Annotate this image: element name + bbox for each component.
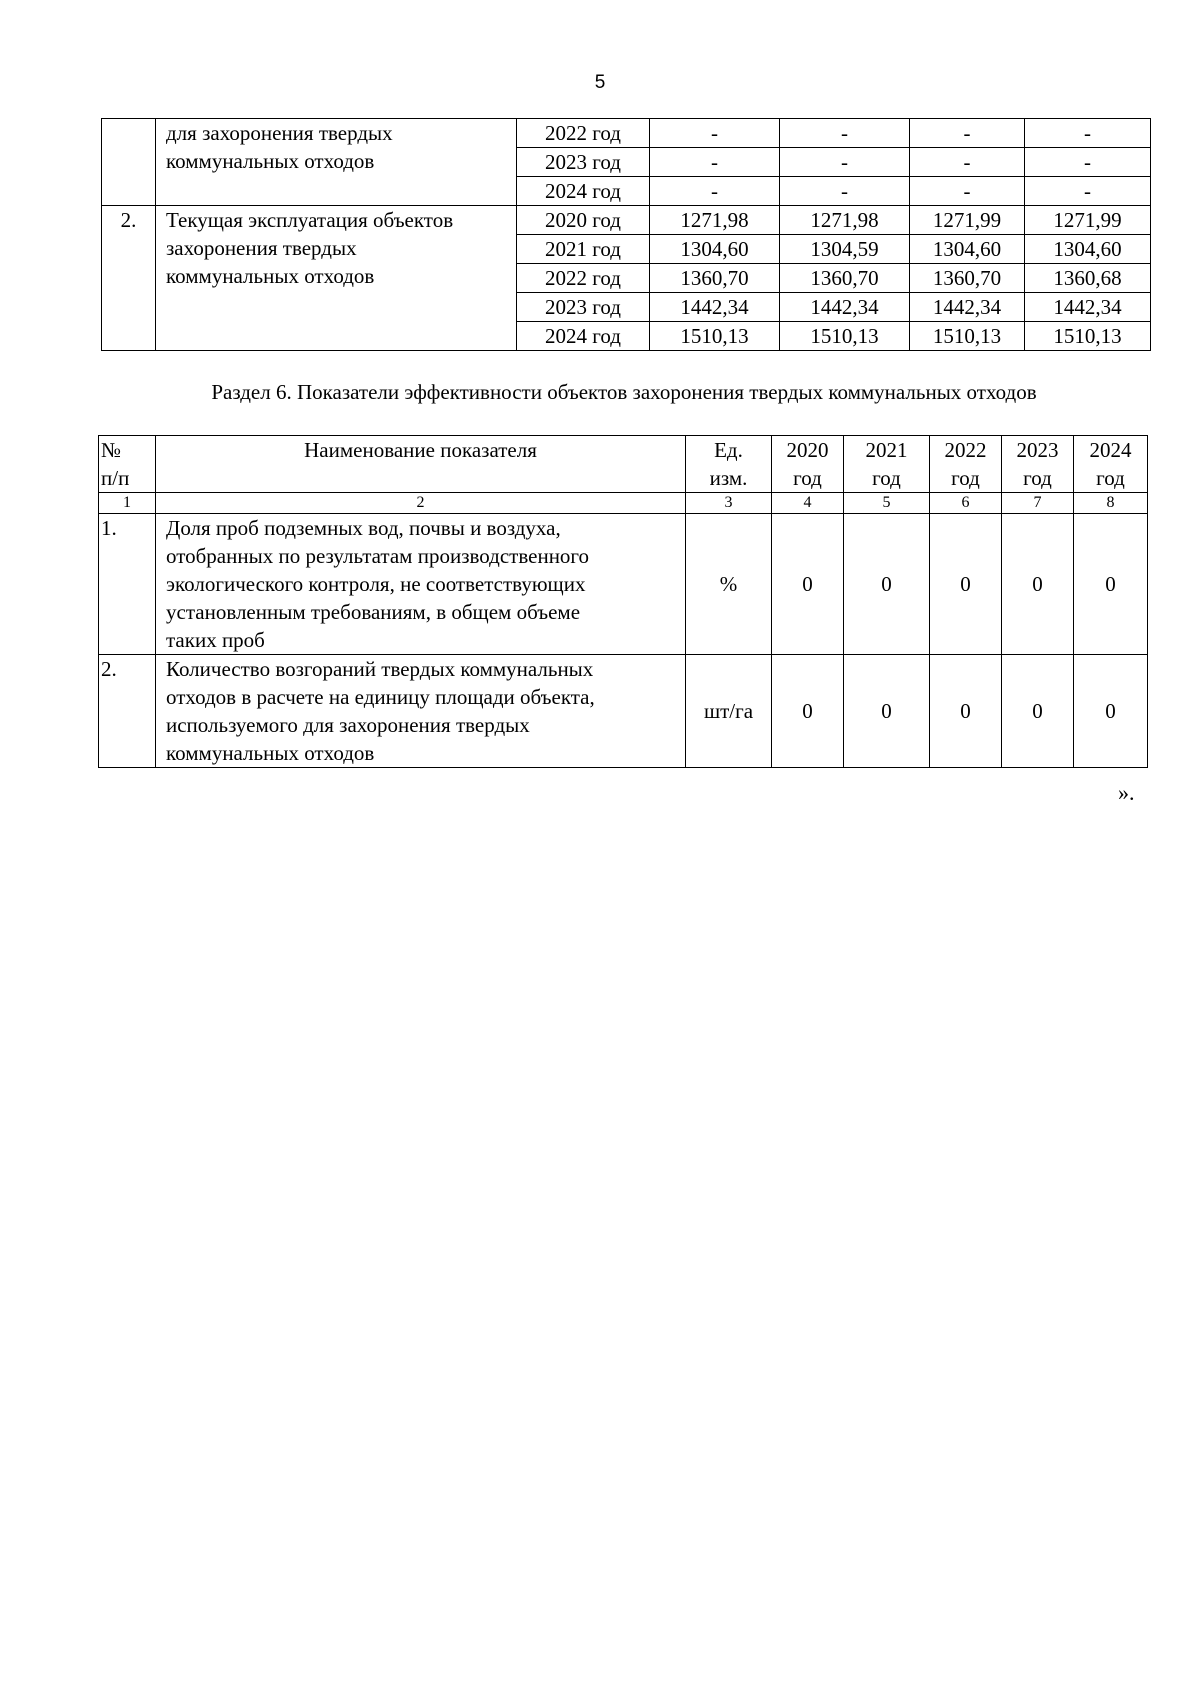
- table-row: [99, 655, 1148, 768]
- value-cell: 1442,34: [650, 293, 780, 322]
- column-number: 1: [99, 493, 156, 514]
- indicators-table: [98, 435, 1148, 768]
- value-cell: 0: [844, 514, 930, 655]
- value-cell: 1360,68: [1025, 264, 1151, 293]
- row-number: 2.: [99, 655, 156, 768]
- value-cell: 1360,70: [780, 264, 910, 293]
- year-cell: 2021 год: [517, 235, 650, 264]
- value-cell: 1271,99: [1025, 206, 1151, 235]
- closing-quote: ».: [1118, 780, 1135, 805]
- value-cell: 0: [844, 655, 930, 768]
- value-cell: 1510,13: [650, 322, 780, 351]
- header-unit: Ед. изм.: [686, 436, 772, 493]
- row-number: 2.: [102, 206, 156, 351]
- column-number: 6: [930, 493, 1002, 514]
- row-name: Текущая эксплуатация объектов захоронения твердых коммунальных отходов: [156, 206, 517, 351]
- value-cell: 1510,13: [1025, 322, 1151, 351]
- costs-table: [101, 118, 1151, 351]
- table-row: [102, 206, 1151, 235]
- section-title: Раздел 6. Показатели эффективности объектов захоронения твердых коммунальных отходов: [211, 380, 1037, 404]
- header-year: 2020 год: [772, 436, 844, 493]
- year-cell: 2024 год: [517, 177, 650, 206]
- row-name: Количество возгораний твердых коммунальных отходов в расчете на единицу площади объекта, используемого для захоронения твердых коммунальных отходов: [156, 655, 686, 768]
- value-cell: 0: [930, 655, 1002, 768]
- column-number: 4: [772, 493, 844, 514]
- value-cell: -: [780, 148, 910, 177]
- value-cell: -: [1025, 119, 1151, 148]
- unit-cell: %: [686, 514, 772, 655]
- column-number-row: [99, 493, 1148, 514]
- value-cell: 0: [930, 514, 1002, 655]
- value-cell: 1442,34: [780, 293, 910, 322]
- value-cell: 1360,70: [910, 264, 1025, 293]
- value-cell: -: [1025, 177, 1151, 206]
- header-year: 2024 год: [1074, 436, 1148, 493]
- value-cell: 1304,60: [650, 235, 780, 264]
- unit-cell: шт/га: [686, 655, 772, 768]
- value-cell: 1510,13: [780, 322, 910, 351]
- column-number: 7: [1002, 493, 1074, 514]
- value-cell: 0: [772, 514, 844, 655]
- value-cell: 1442,34: [1025, 293, 1151, 322]
- value-cell: -: [1025, 148, 1151, 177]
- value-cell: -: [650, 148, 780, 177]
- year-cell: 2023 год: [517, 293, 650, 322]
- value-cell: 1271,98: [780, 206, 910, 235]
- value-cell: 1271,99: [910, 206, 1025, 235]
- value-cell: -: [910, 148, 1025, 177]
- value-cell: -: [780, 119, 910, 148]
- column-number: 3: [686, 493, 772, 514]
- year-cell: 2024 год: [517, 322, 650, 351]
- value-cell: 0: [1074, 514, 1148, 655]
- table-row: [102, 119, 1151, 148]
- table-row: [99, 514, 1148, 655]
- value-cell: -: [910, 119, 1025, 148]
- year-cell: 2022 год: [517, 119, 650, 148]
- row-number: [102, 119, 156, 206]
- row-number: 1.: [99, 514, 156, 655]
- year-cell: 2020 год: [517, 206, 650, 235]
- value-cell: 1304,60: [1025, 235, 1151, 264]
- value-cell: 1271,98: [650, 206, 780, 235]
- header-year: 2023 год: [1002, 436, 1074, 493]
- value-cell: 1442,34: [910, 293, 1025, 322]
- value-cell: 0: [1002, 655, 1074, 768]
- value-cell: 1304,60: [910, 235, 1025, 264]
- value-cell: 0: [1074, 655, 1148, 768]
- header-row: [99, 436, 1148, 493]
- header-num: № п/п: [99, 436, 156, 493]
- column-number: 5: [844, 493, 930, 514]
- value-cell: 0: [1002, 514, 1074, 655]
- value-cell: -: [910, 177, 1025, 206]
- column-number: 8: [1074, 493, 1148, 514]
- column-number: 2: [156, 493, 686, 514]
- page-number: 5: [594, 72, 606, 93]
- value-cell: 1360,70: [650, 264, 780, 293]
- header-name: Наименование показателя: [156, 436, 686, 493]
- row-name: для захоронения твердых коммунальных отходов: [156, 119, 517, 206]
- value-cell: 1304,59: [780, 235, 910, 264]
- header-year: 2022 год: [930, 436, 1002, 493]
- value-cell: 0: [772, 655, 844, 768]
- value-cell: -: [780, 177, 910, 206]
- row-name: Доля проб подземных вод, почвы и воздуха, отобранных по результатам производственного экологического контроля, не соответствующих установленным требованиям, в общем объеме таких проб: [156, 514, 686, 655]
- value-cell: -: [650, 119, 780, 148]
- header-year: 2021 год: [844, 436, 930, 493]
- value-cell: -: [650, 177, 780, 206]
- value-cell: 1510,13: [910, 322, 1025, 351]
- year-cell: 2023 год: [517, 148, 650, 177]
- year-cell: 2022 год: [517, 264, 650, 293]
